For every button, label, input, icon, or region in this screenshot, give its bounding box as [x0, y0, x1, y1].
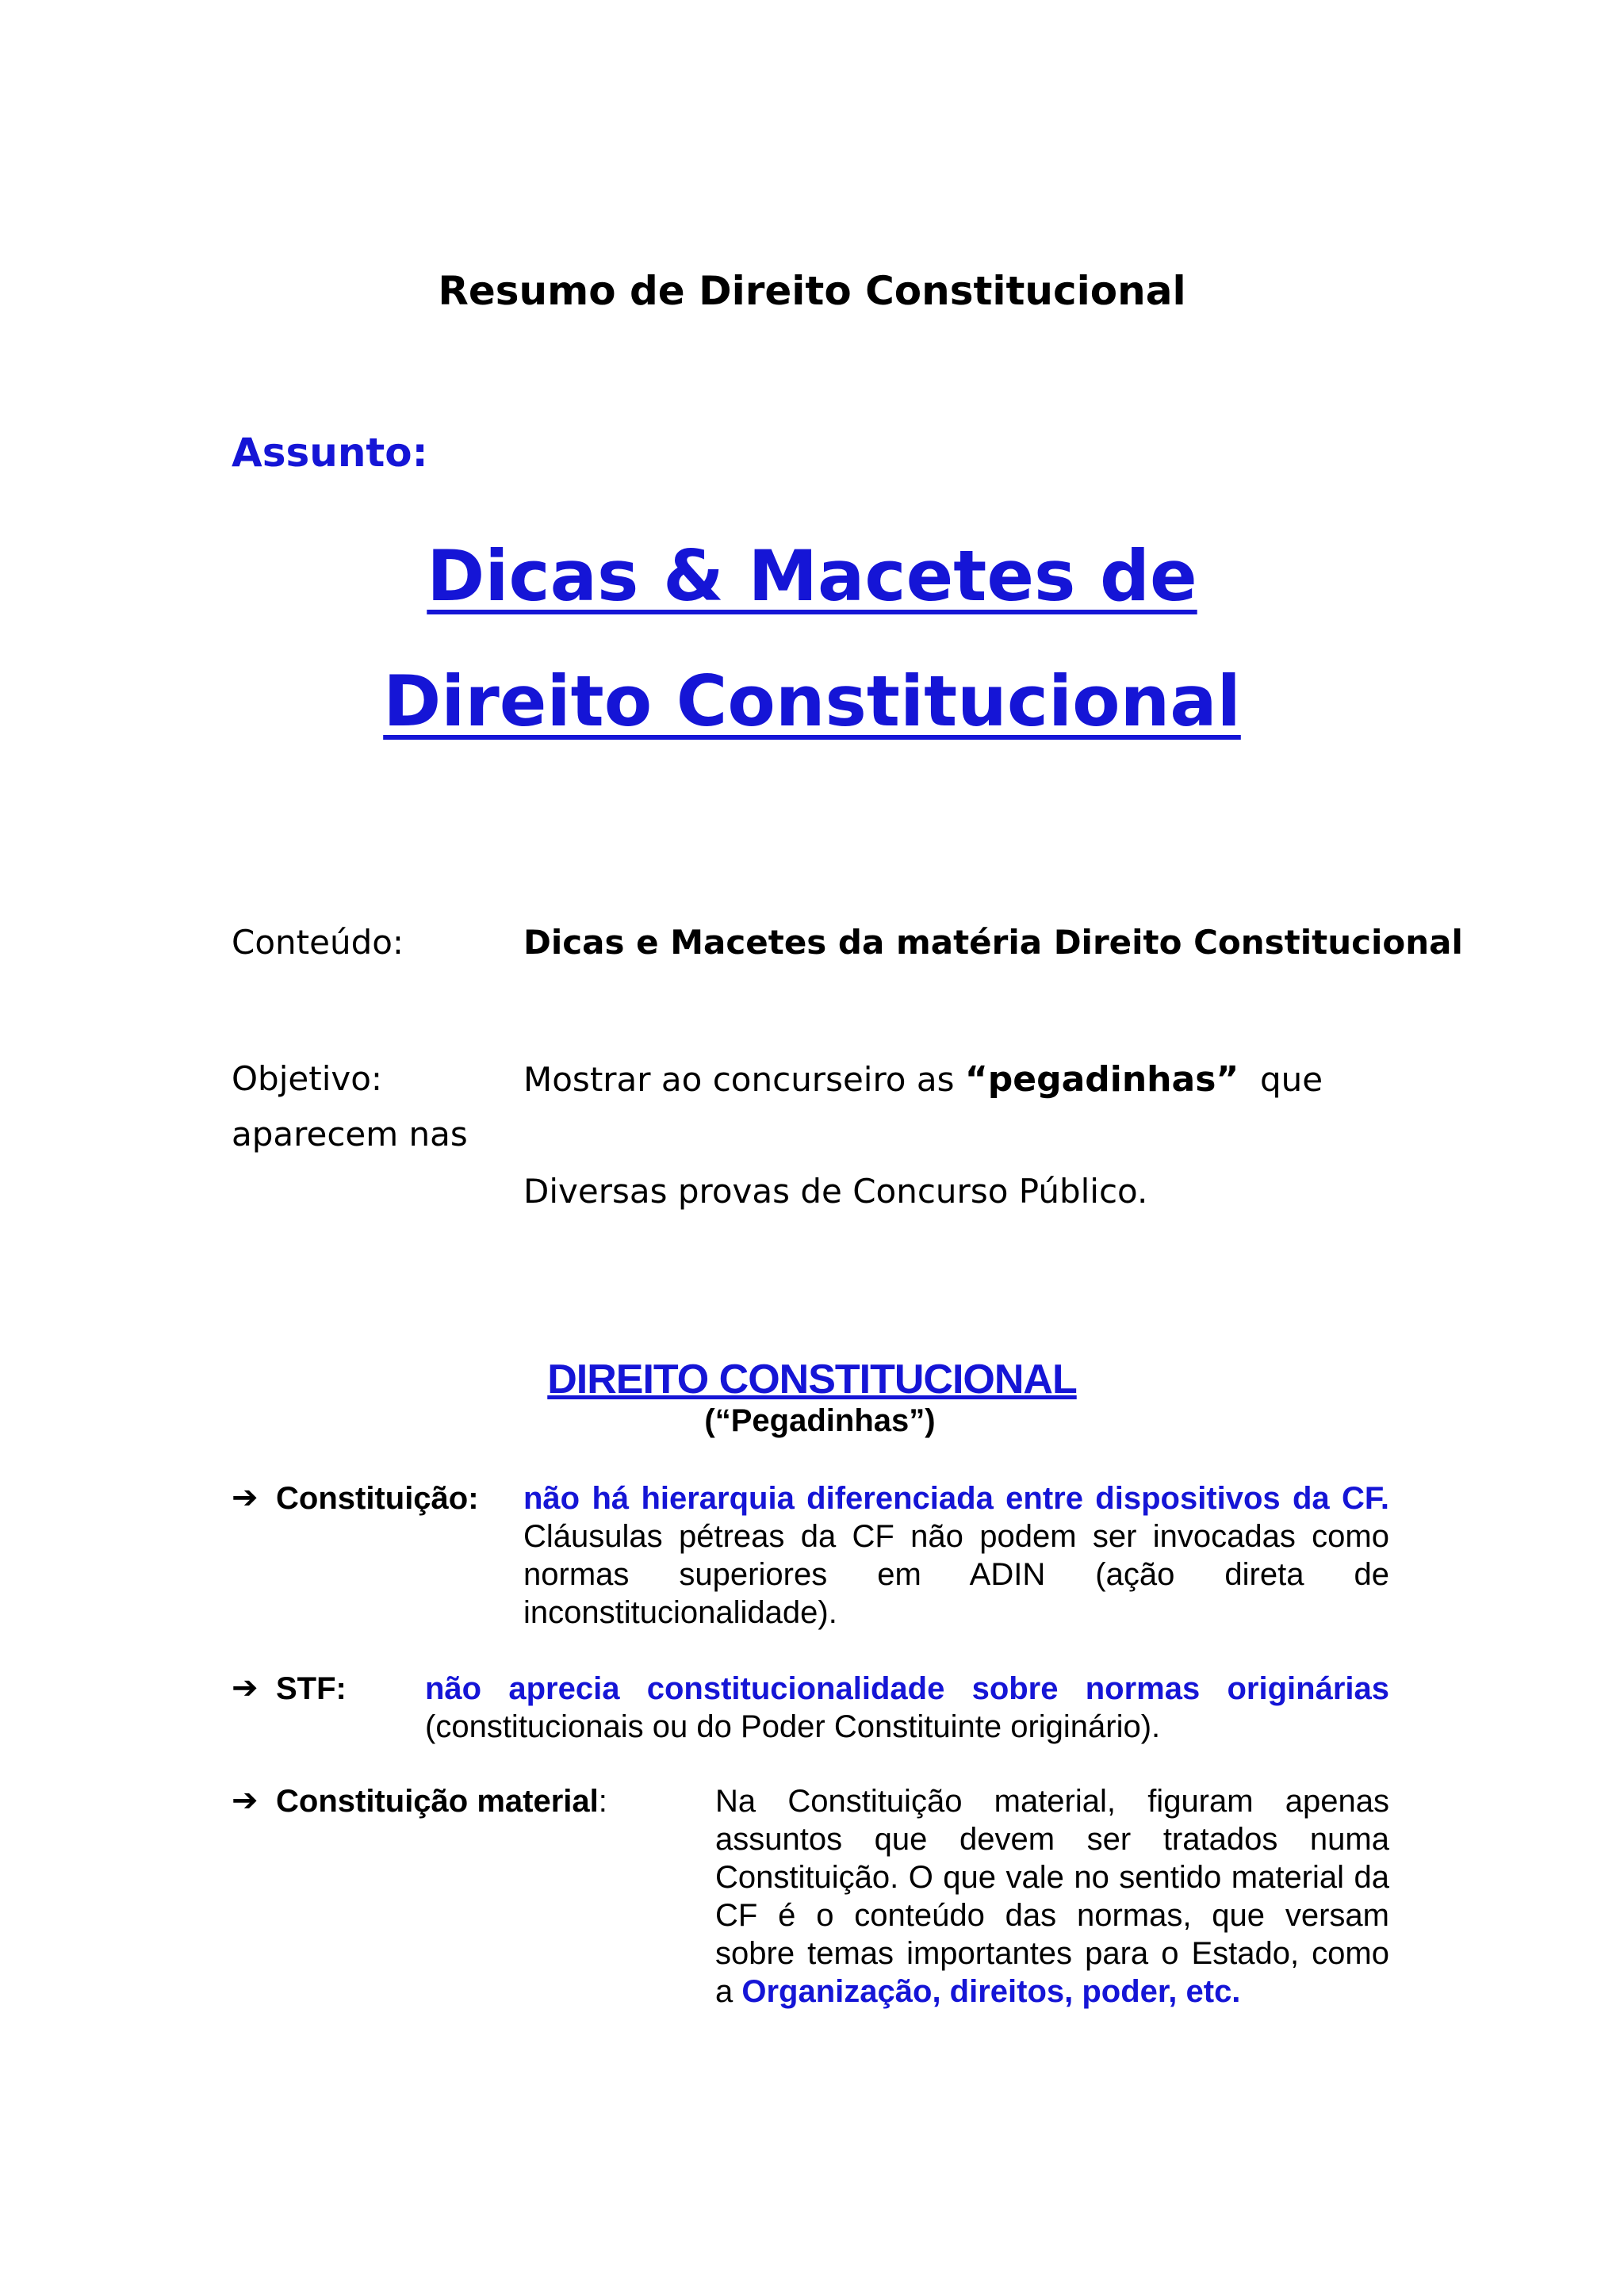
main-title-line-1: Dicas & Macetes de	[427, 535, 1197, 617]
tip-text	[715, 1782, 1389, 2011]
tip-highlight: não há hierarquia diferenciada entre dispositivos da CF.	[523, 1481, 1389, 1516]
tip-text	[425, 1670, 1389, 1746]
tip-highlight: Organização, direitos, poder, etc.	[741, 1974, 1241, 2009]
main-title	[0, 514, 1624, 764]
objective-emphasis: “pegadinhas”	[964, 1059, 1239, 1100]
tip-term: Constituição:	[276, 1481, 479, 1516]
tip-text	[523, 1479, 1389, 1632]
document-header: Resumo de Direito Constitucional	[438, 268, 1186, 314]
tip-term: STF:	[276, 1671, 347, 1706]
objective-value-line-2: Diversas provas de Concurso Público.	[523, 1172, 1148, 1211]
tip-term-text: Constituição material	[276, 1784, 599, 1819]
tip-highlight: não aprecia constitucionalidade sobre normas originárias	[425, 1671, 1389, 1706]
objective-label: Objetivo:	[232, 1059, 383, 1098]
tip-body: (constitucionais ou do Poder Constituinte originário).	[425, 1709, 1161, 1744]
subject-label: Assunto:	[232, 430, 428, 476]
content-value: Dicas e Macetes da matéria Direito Constitucional	[523, 923, 1463, 962]
section-title: DIREITO CONSTITUCIONAL	[547, 1357, 1077, 1402]
tip-term	[276, 1784, 607, 1820]
main-title-line-2: Direito Constitucional	[383, 660, 1241, 742]
section-subtitle: (“Pegadinhas”)	[704, 1403, 936, 1438]
arrow-right-icon: ➔	[232, 1479, 259, 1516]
objective-label-continuation: aparecem nas	[232, 1115, 468, 1154]
objective-value	[523, 1059, 1323, 1100]
content-label: Conteúdo:	[232, 923, 404, 962]
tip-term-suffix: :	[598, 1784, 607, 1819]
objective-text: Mostrar ao concurseiro as	[523, 1060, 965, 1099]
tip-body: Na Constituição material, figuram apenas assuntos que devem ser tratados numa Constituição. O que vale no sentido material da CF é o conteúdo das normas, que versam sobre temas importantes para o Estado, como a	[715, 1784, 1389, 2009]
objective-text-end: que	[1239, 1060, 1323, 1099]
arrow-right-icon: ➔	[232, 1670, 259, 1706]
arrow-right-icon: ➔	[232, 1782, 259, 1819]
tip-body: Cláusulas pétreas da CF não podem ser invocadas como normas superiores em ADIN (ação direta de inconstitucionalidade).	[523, 1519, 1389, 1630]
